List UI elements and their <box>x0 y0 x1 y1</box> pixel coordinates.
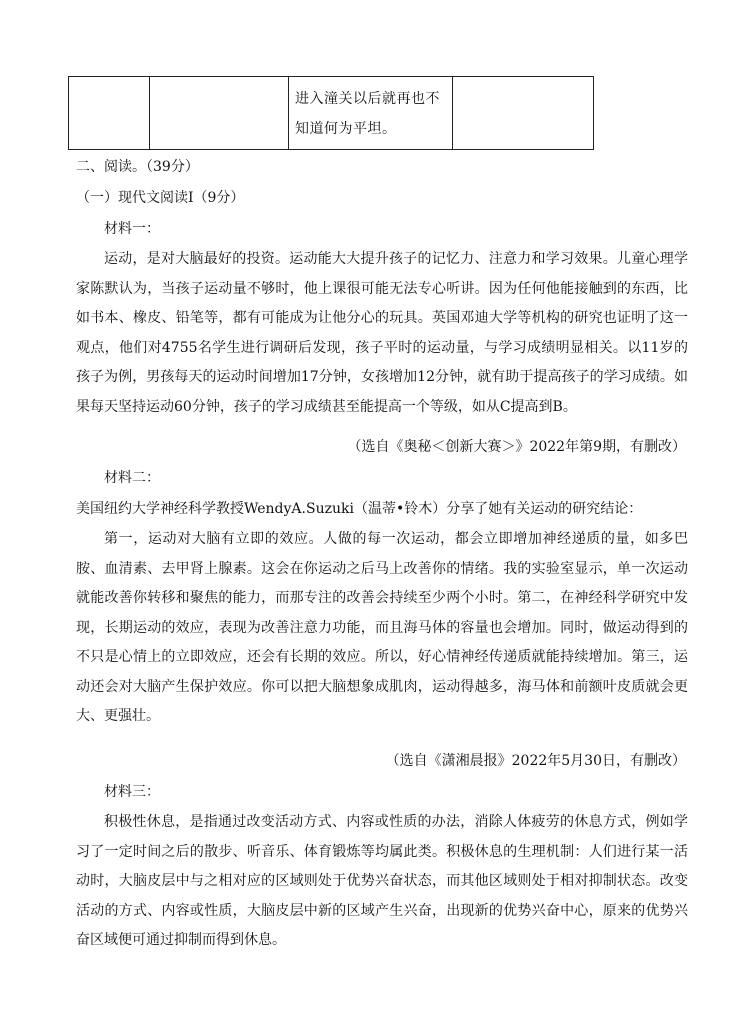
material2-text: 第一，运动对大脑有立即的效应。人做的每一次运动，都会立即增加神经递质的量，如多巴胺、血清素、去甲肾上腺素。这会在你运动之后马上改善你的情绪。我的实验室显示，单一次运动就能改善你转移和聚焦的能力，而那专注的改善会持续至少两个小时。第二，在神经科学研究中发现，长期运动的效应，表现为改善注意力功能，而且海马体的容量也会增加。同时，做运动得到的不只是心情上的立即效应，还会有长期的效应。所以，好心情神经传递质就能持续增加。第三，运动还会对大脑产生保护效应。你可以把大脑想象成肌肉，运动得越多，海马体和前额叶皮质就会更大、更强壮。 <box>76 531 688 724</box>
table-cell-3-text: 进入潼关以后就再也不 知道何为平坦。 <box>295 91 440 137</box>
material1-source: （选自《奥秘＜创新大赛＞》2022年第9期，有删改） <box>347 439 686 455</box>
table-cell-3 <box>289 77 453 150</box>
table-cell-1 <box>69 77 150 150</box>
material3-label: 材料三： <box>104 784 160 800</box>
material2-source: （选自《潇湘晨报》2022年5月30日，有删改） <box>385 753 686 769</box>
material1-text: 运动，是对大脑最好的投资。运动能大大提升孩子的记忆力、注意力和学习效果。儿童心理学家陈默认为，当孩子运动量不够时，他上课很可能无法专心听讲。因为任何他能接触到的东西，比如书本、橡皮、铅笔等，都有可能成为让他分心的玩具。英国邓迪大学等机构的研究也证明了这一观点，他们对4755名学生进行调研后发现，孩子平时的运动量，与学习成绩明显相关。以11岁的孩子为例，男孩每天的运动时间增加17分钟，女孩增加12分钟，就有助于提高孩子的学习成绩。如果每天坚持运动60分钟，孩子的学习成绩甚至能提高一个等级，如从C提高到B。 <box>76 251 688 415</box>
answer-table <box>68 76 594 150</box>
subsection-title: （一）现代文阅读Ⅰ（9分） <box>76 190 245 206</box>
table-row <box>69 77 594 150</box>
material1-label: 材料一： <box>104 221 160 237</box>
table-cell-4 <box>453 77 594 150</box>
material2-label: 材料二： <box>104 470 160 486</box>
material2-intro: 美国纽约大学神经科学教授WendyA.Suzuki（温蒂•铃木）分享了她有关运动的研究结论： <box>76 501 643 517</box>
material3-text: 积极性休息，是指通过改变活动方式、内容或性质的办法，消除人体疲劳的休息方式，例如学习了一定时间之后的散步、听音乐、体育锻炼等均属此类。积极休息的生理机制：人们进行某一活动时，大脑皮层中与之相对应的区域则处于优势兴奋状态，而其他区域则处于相对抑制状态。改变活动的方式、内容或性质，大脑皮层中新的区域产生兴奋，出现新的优势兴奋中心，原来的优势兴奋区域便可通过抑制而得到休息。 <box>76 814 688 948</box>
table-cell-2 <box>150 77 289 150</box>
section-title: 二、阅读。（39分） <box>76 159 199 175</box>
